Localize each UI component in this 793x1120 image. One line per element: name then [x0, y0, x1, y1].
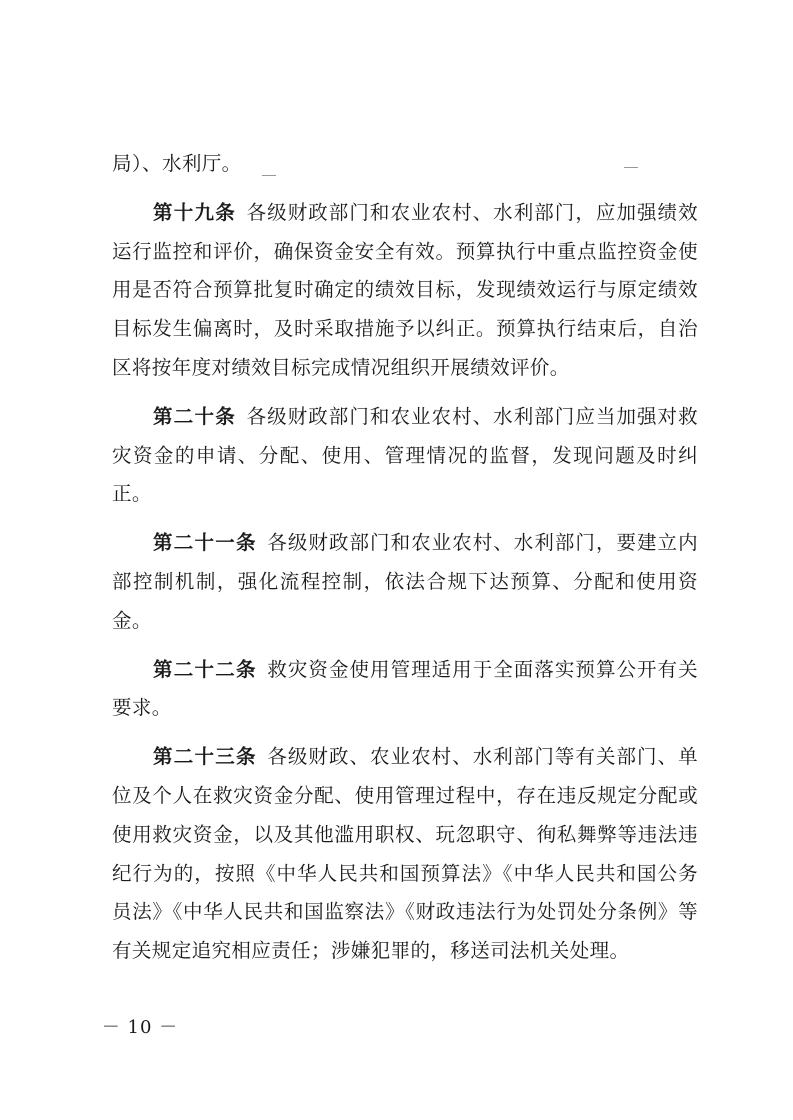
body-text [112, 145, 698, 971]
paragraph-text: 局）、水利厅。 [112, 152, 242, 175]
article-number: 第二十二条 [153, 657, 257, 681]
article-number: 第二十一条 [153, 531, 257, 555]
article-19 [112, 194, 698, 388]
article-20 [112, 398, 698, 514]
article-21 [112, 524, 698, 640]
article-text: 各级财政部门和农业农村、水利部门应当加强对救灾资金的申请、分配、使用、管理情况的监督，发现问题及时纠正。 [112, 404, 698, 506]
article-22 [112, 651, 698, 729]
article-text: 各级财政部门和农业农村、水利部门，要建立内部控制机制，强化流程控制，依法合规下达预算、分配和使用资金。 [112, 531, 698, 632]
article-text: 各级财政、农业农村、水利部门等有关部门、单位及个人在救灾资金分配、使用管理过程中，存在违反规定分配或使用救灾资金，以及其他滥用职权、玩忽职守、徇私舞弊等违法违纪行为的，按照《中华人民共和国预算法》《中华人民共和国公务员法》《中华人民共和国监察法》《财政违法行为处罚处分条例》等有关规定追究相应责任；涉嫌犯罪的，移送司法机关处理。 [112, 745, 698, 963]
article-text: 救灾资金使用管理适用于全面落实预算公开有关要求。 [112, 657, 698, 720]
article-23 [112, 738, 698, 971]
article-number: 第二十三条 [153, 745, 257, 769]
page-number: － 10 － [101, 1017, 179, 1038]
article-text: 各级财政部门和农业农村、水利部门，应加强绩效运行监控和评价，确保资金安全有效。预算执行中重点监控资金使用是否符合预算批复时确定的绩效目标，发现绩效运行与原定绩效目标发生偏离时，及时采取措施予以纠正。预算执行结束后，自治区将按年度对绩效目标完成情况组织开展绩效评价。 [112, 200, 698, 379]
article-number: 第十九条 [153, 200, 236, 224]
article-number: 第二十条 [153, 404, 236, 428]
paragraph-continuation [112, 145, 698, 184]
